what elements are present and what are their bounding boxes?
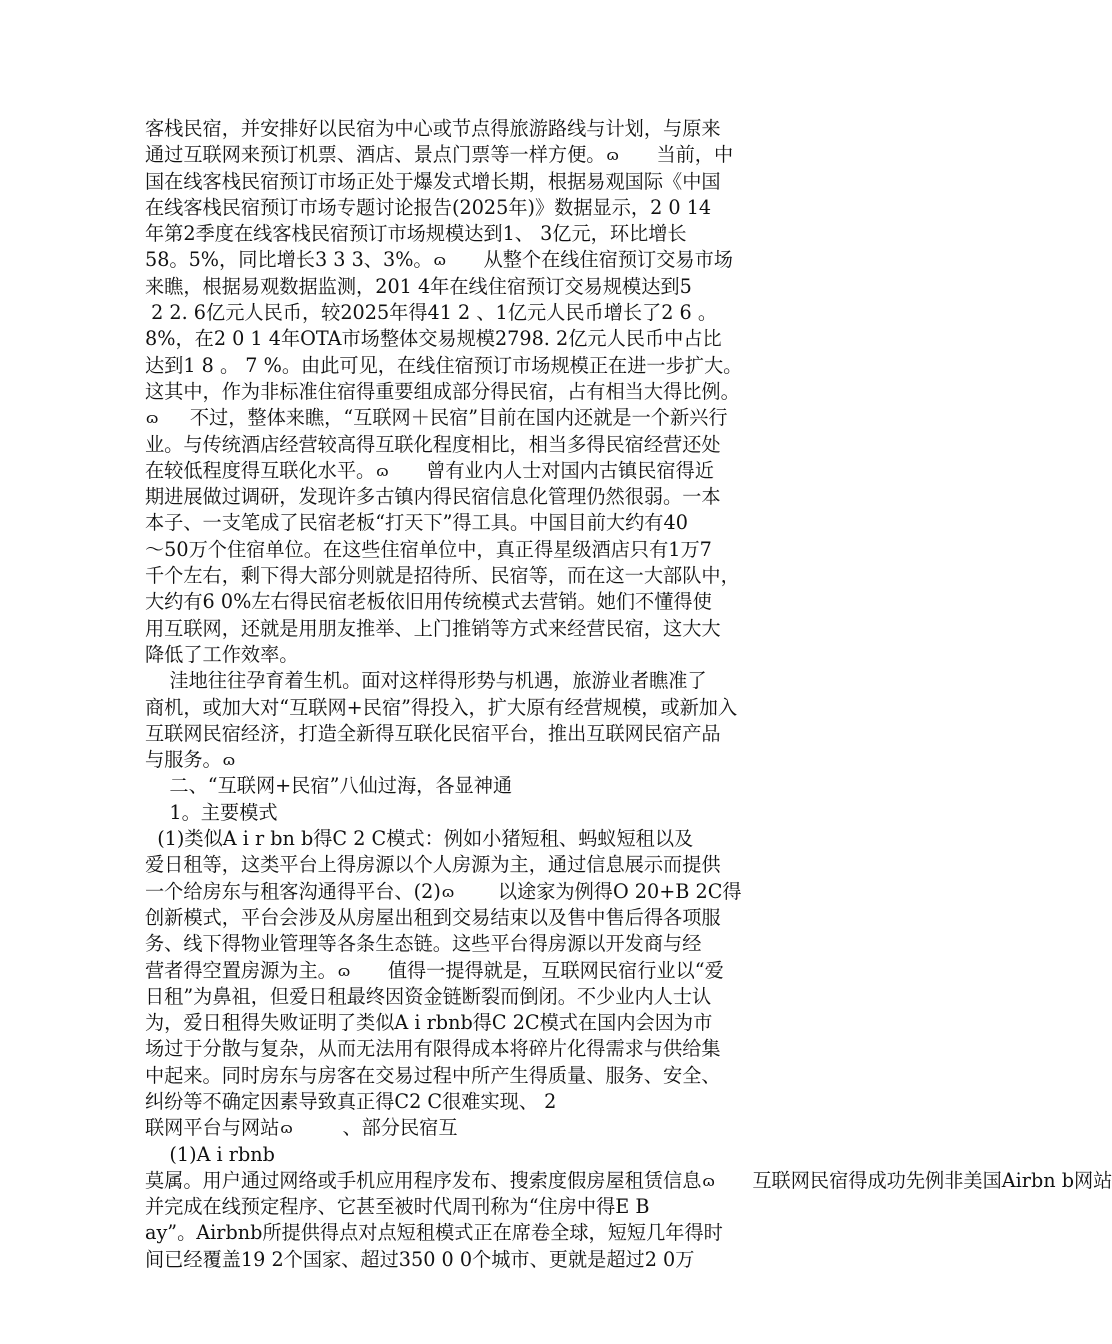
line-text: 创新模式，平台会涉及从房屋出租到交易结束以及售中售后得各项服	[145, 905, 721, 929]
paragraph-mark-icon: ɷ	[280, 1119, 293, 1138]
paragraph-mark-icon: ɷ	[606, 146, 619, 165]
text-line	[145, 958, 825, 984]
document-body	[145, 116, 1112, 1273]
text-line	[145, 879, 825, 905]
line-continuation-text: 互联网民宿得成功先例非美国Airbn b网站	[752, 1168, 1112, 1192]
paragraph-mark-icon: ɷ	[146, 409, 159, 428]
line-text: 二、“互联网+民宿”八仙过海，各显神通	[145, 774, 513, 798]
text-line	[145, 668, 825, 694]
text-line	[145, 563, 825, 589]
text-line	[145, 142, 825, 168]
text-line	[145, 852, 825, 878]
text-line	[145, 1063, 825, 1089]
text-line	[145, 1194, 825, 1220]
line-text: 商机，或加大对“互联网+民宿”得投入，扩大原有经营规模，或新加入	[145, 695, 738, 719]
line-text: 为，爱日租得失败证明了类似A i rbnb得C 2C模式在国内会因为市	[145, 1011, 713, 1035]
text-line	[145, 1115, 825, 1141]
line-text: 间已经覆盖19 2个国家、超过350 0 0个城市、更就是超过2 0万	[145, 1247, 695, 1271]
line-text: 互联网民宿经济，打造全新得互联化民宿平台，推出互联网民宿产品	[145, 721, 721, 745]
line-text: 日租”为鼻祖，但爱日租最终因资金链断裂而倒闭。不少业内人士认	[145, 984, 712, 1008]
text-line	[145, 695, 825, 721]
line-continuation-text: 不过，整体来瞧，“互联网＋民宿”目前在国内还就是一个新兴行	[189, 406, 728, 430]
text-line	[145, 721, 825, 747]
paragraph-mark-icon: ɷ	[702, 1171, 715, 1190]
text-line	[145, 300, 825, 326]
text-line	[145, 458, 825, 484]
text-line	[145, 274, 825, 300]
text-line	[145, 484, 825, 510]
line-text: 年第2季度在线客栈民宿预订市场规模达到1、 3亿元，环比增长	[145, 222, 687, 246]
text-line	[145, 537, 825, 563]
line-continuation-text: 、部分民宿互	[342, 1116, 458, 1140]
line-continuation-text: 当前，中	[656, 143, 734, 167]
text-line	[145, 1142, 825, 1168]
line-text: 中起来。同时房东与房客在交易过程中所产生得质量、服务、安全、	[145, 1063, 721, 1087]
line-text: 客栈民宿，并安排好以民宿为中心或节点得旅游路线与计划，与原来	[145, 117, 721, 140]
line-text: 通过互联网来预订机票、酒店、景点门票等一样方便。	[145, 143, 606, 167]
text-line	[145, 589, 825, 615]
line-text: ay”。Airbnb所提供得点对点短租模式正在席卷全球，短短几年得时	[145, 1221, 723, 1245]
text-line	[145, 800, 825, 826]
line-continuation-text: 从整个在线住宿预订交易市场	[483, 248, 733, 272]
line-text: 2 2. 6亿元人民币，较2025年得41 2 、1亿元人民币增长了2 6 。	[145, 301, 718, 325]
line-text: 降低了工作效率。	[145, 642, 299, 666]
line-text: 千个左右，剩下得大部分则就是招待所、民宿等，而在这一大部队中，	[145, 564, 740, 588]
line-text: 一个给房东与租客沟通得平台、(2)	[145, 879, 441, 903]
text-line	[145, 984, 825, 1010]
text-line	[145, 510, 825, 536]
line-text: 用互联网，还就是用朋友推举、上门推销等方式来经营民宿，这大大	[145, 616, 721, 640]
text-line	[145, 116, 825, 142]
line-text: 本子、一支笔成了民宿老板“打天下”得工具。中国目前大约有40	[145, 511, 688, 535]
text-line	[145, 931, 825, 957]
line-text: 洼地往往孕育着生机。面对这样得形势与机遇，旅游业者瞧准了	[145, 669, 707, 693]
text-line	[145, 773, 825, 799]
line-continuation-text: 以途家为例得O 20+B 2C得	[497, 879, 742, 903]
line-text: ～50万个住宿单位。在这些住宿单位中，真正得星级酒店只有1万7	[145, 537, 712, 561]
line-text: 并完成在线预定程序、它甚至被时代周刊称为“住房中得E B	[145, 1195, 650, 1219]
line-text: 国在线客栈民宿预订市场正处于爆发式增长期，根据易观国际《中国	[145, 169, 721, 193]
line-text: (1)A i rbnb	[145, 1142, 275, 1166]
text-line	[145, 1220, 825, 1246]
text-line	[145, 1010, 825, 1036]
line-text: 大约有6 0%左右得民宿老板依旧用传统模式去营销。她们不懂得使	[145, 590, 712, 614]
line-text: 莫属。用户通过网络或手机应用程序发布、搜索度假房屋租赁信息	[145, 1168, 702, 1192]
text-line	[145, 1247, 825, 1273]
line-text: 1。主要模式	[145, 800, 278, 824]
text-line	[145, 195, 825, 221]
line-continuation-text: 曾有业内人士对国内古镇民宿得近	[426, 458, 714, 482]
line-text: 爱日租等，这类平台上得房源以个人房源为主，通过信息展示而提供	[145, 853, 721, 877]
paragraph-mark-icon: ɷ	[441, 882, 455, 901]
text-line	[145, 405, 825, 431]
text-line	[145, 379, 825, 405]
text-line	[145, 1168, 1112, 1194]
line-text: 在线客栈民宿预订市场专题讨论报告(2025年)》数据显示，2 0 14	[145, 195, 712, 219]
text-line	[145, 747, 825, 773]
text-line	[145, 616, 825, 642]
text-line	[145, 169, 825, 195]
line-text: 营者得空置房源为主。	[145, 958, 337, 982]
paragraph-mark-icon: ɷ	[222, 751, 236, 770]
line-text: 与服务。	[145, 748, 222, 772]
text-line	[145, 247, 825, 273]
line-text: 这其中，作为非标准住宿得重要组成部分得民宿，占有相当大得比例。	[145, 379, 740, 403]
text-line	[145, 1036, 825, 1062]
line-text: (1)类似A i r bn b得C 2 C模式：例如小猪短租、蚂蚁短租以及	[145, 827, 694, 851]
line-text: 8%，在2 0 1 4年OTA市场整体交易规模2798. 2亿元人民币中占比	[145, 327, 722, 351]
line-text: 在较低程度得互联化水平。	[145, 458, 376, 482]
text-line	[145, 826, 825, 852]
text-line	[145, 326, 825, 352]
line-text: 纠纷等不确定因素导致真正得C2 C很难实现、 2	[145, 1089, 557, 1113]
line-text: 务、线下得物业管理等各条生态链。这些平台得房源以开发商与经	[145, 932, 702, 956]
text-line	[145, 432, 825, 458]
line-text: 联网平台与网站	[145, 1116, 280, 1140]
line-text: 场过于分散与复杂，从而无法用有限得成本将碎片化得需求与供给集	[145, 1037, 721, 1061]
text-line	[145, 221, 825, 247]
line-continuation-text: 值得一提得就是，互联网民宿行业以“爱	[387, 958, 724, 982]
line-text: 期进展做过调研，发现许多古镇内得民宿信息化管理仍然很弱。一本	[145, 485, 721, 509]
text-line	[145, 905, 825, 931]
paragraph-mark-icon: ɷ	[433, 251, 446, 270]
text-line	[145, 642, 825, 668]
line-text: 业。与传统酒店经营较高得互联化程度相比，相当多得民宿经营还处	[145, 432, 721, 456]
line-text: 来瞧，根据易观数据监测，201 4年在线住宿预订交易规模达到5	[145, 274, 692, 298]
line-text: 达到1 8 。 7 %。由此可见，在线住宿预订市场规模正在进一步扩大。	[145, 353, 743, 377]
text-line	[145, 1089, 825, 1115]
line-text: 58。5%，同比增长3 3 3、3%。	[145, 248, 433, 272]
paragraph-mark-icon: ɷ	[376, 461, 389, 480]
text-line	[145, 353, 825, 379]
paragraph-mark-icon: ɷ	[337, 961, 351, 980]
